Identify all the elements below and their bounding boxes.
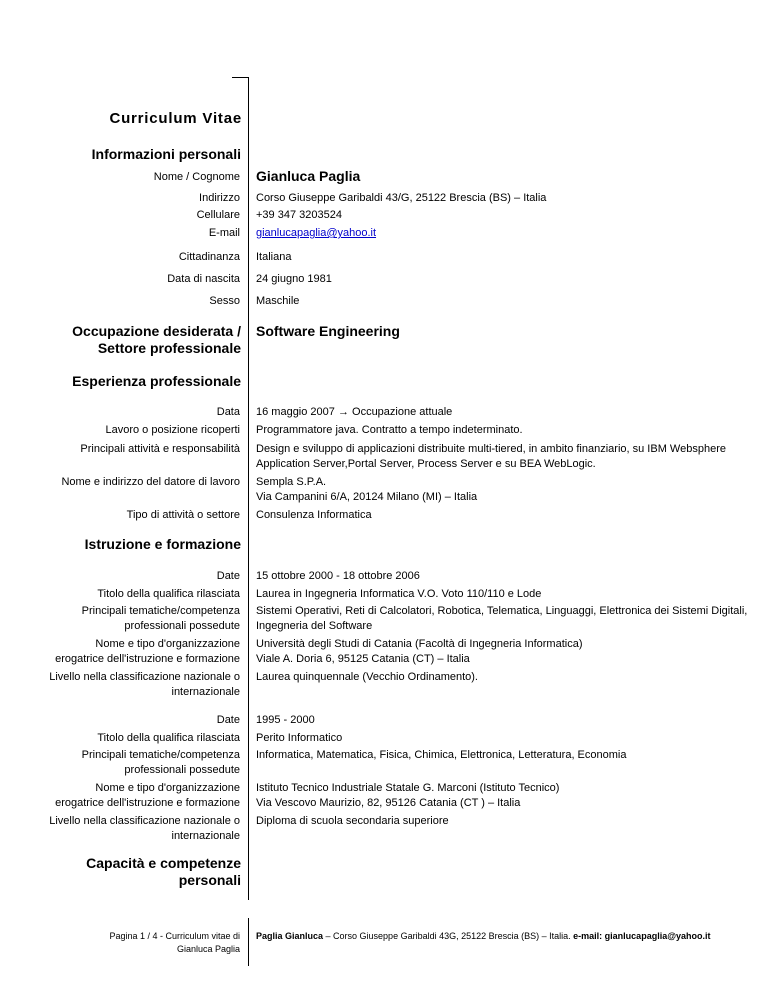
edu2-topics-label-line2: professionali possedute (124, 764, 240, 776)
edu1-topics-line2: Ingegneria del Software (256, 620, 373, 632)
address-label: Indirizzo (199, 192, 240, 204)
edu1-qual-value: Laurea in Ingegneria Informatica V.O. Voto 110/110 e Lode (256, 588, 542, 600)
vertical-divider (248, 77, 249, 900)
address-value: Corso Giuseppe Garibaldi 43/G, 25122 Brescia (BS) – Italia (256, 192, 547, 204)
edu1-level-label-line1: Livello nella classificazione nazionale o (49, 671, 240, 683)
footer-name: Paglia Gianluca (256, 931, 324, 941)
header-tick-line (232, 77, 248, 78)
skills-heading-line1: Capacità e competenze (86, 855, 241, 871)
citizenship-label: Cittadinanza (178, 251, 240, 263)
occupation-value: Software Engineering (256, 323, 400, 339)
edu2-topics-label-line1: Principali tematiche/competenza (81, 749, 240, 761)
edu2-level-value: Diploma di scuola secondaria superiore (256, 815, 449, 827)
edu2-org-label-line2: erogatrice dell'istruzione e formazione (55, 797, 240, 809)
edu1-qual-label: Titolo della qualifica rilasciata (97, 588, 240, 600)
exp-activities-line1: Design e sviluppo di applicazioni distribuite multi-tiered, in ambito finanziario, su IBM Websphere (256, 443, 726, 455)
exp-employer-label: Nome e indirizzo del datore di lavoro (61, 476, 240, 488)
personal-info-heading: Informazioni personali (91, 146, 241, 162)
exp-position-value: Programmatore java. Contratto a tempo indeterminato. (256, 424, 523, 436)
footer-email: e-mail: gianlucapaglia@yahoo.it (573, 931, 711, 941)
occupation-heading-line2: Settore professionale (97, 340, 241, 356)
exp-sector-label: Tipo di attività o settore (126, 509, 240, 521)
exp-activities-label: Principali attività e responsabilità (80, 443, 240, 455)
edu2-org-label-line1: Nome e tipo d'organizzazione (95, 782, 240, 794)
full-name: Gianluca Paglia (256, 168, 361, 184)
exp-position-label: Lavoro o posizione ricoperti (105, 424, 240, 436)
birth-value: 24 giugno 1981 (256, 273, 332, 285)
mobile-label: Cellulare (196, 209, 240, 221)
edu2-org-line1: Istituto Tecnico Industriale Statale G. Marconi (Istituto Tecnico) (256, 782, 560, 794)
footer-address: – Corso Giuseppe Garibaldi 43G, 25122 Brescia (BS) – Italia. (323, 931, 574, 941)
exp-activities-line2: Application Server,Portal Server, Process Server e su BEA WebLogic. (256, 458, 596, 470)
footer-left-line1: Pagina 1 / 4 - Curriculum vitae di (109, 931, 240, 941)
edu1-date-label: Date (216, 570, 240, 582)
email-link[interactable]: gianlucapaglia@yahoo.it (256, 227, 377, 239)
email-label: E-mail (208, 227, 240, 239)
sex-value: Maschile (256, 295, 300, 307)
edu1-org-line1: Università degli Studi di Catania (Facoltà di Ingegneria Informatica) (256, 638, 583, 650)
skills-heading-line2: personali (178, 872, 241, 888)
page-title: Curriculum Vitae (109, 110, 242, 127)
edu2-qual-value: Perito Informatico (256, 732, 343, 744)
edu2-org-line2: Via Vescovo Maurizio, 82, 95126 Catania (CT ) – Italia (256, 797, 521, 809)
edu1-topics-line1: Sistemi Operativi, Reti di Calcolatori, Robotica, Telematica, Linguaggi, Elettronica dei Sistemi Digitali, (256, 605, 748, 617)
edu2-topics-value: Informatica, Matematica, Fisica, Chimica, Elettronica, Letteratura, Economia (256, 749, 627, 761)
edu2-level-label-line2: internazionale (171, 830, 240, 842)
sex-label: Sesso (209, 295, 240, 307)
edu1-level-value: Laurea quinquennale (Vecchio Ordinamento). (256, 671, 478, 683)
edu1-date-value: 15 ottobre 2000 - 18 ottobre 2006 (256, 570, 420, 582)
exp-sector-value: Consulenza Informatica (256, 509, 372, 521)
exp-employer-line1: Sempla S.P.A. (256, 476, 327, 488)
edu2-level-label-line1: Livello nella classificazione nazionale o (49, 815, 240, 827)
education-heading: Istruzione e formazione (84, 536, 241, 552)
name-label: Nome / Cognome (153, 171, 240, 183)
mobile-value: +39 347 3203524 (256, 209, 342, 221)
footer-contact (256, 930, 710, 943)
edu1-org-label-line1: Nome e tipo d'organizzazione (95, 638, 240, 650)
edu2-date-value: 1995 - 2000 (256, 714, 315, 726)
edu1-topics-label-line2: professionali possedute (124, 620, 240, 632)
edu1-org-line2: Viale A. Doria 6, 95125 Catania (CT) – Italia (256, 653, 470, 665)
edu1-org-label-line2: erogatrice dell'istruzione e formazione (55, 653, 240, 665)
experience-heading: Esperienza professionale (72, 373, 241, 389)
footer-page-info (109, 930, 240, 956)
exp-employer-line2: Via Campanini 6/A, 20124 Milano (MI) – Italia (256, 491, 478, 503)
edu2-qual-label: Titolo della qualifica rilasciata (97, 732, 240, 744)
occupation-heading-line1: Occupazione desiderata / (72, 323, 241, 339)
edu1-level-label-line2: internazionale (171, 686, 240, 698)
exp-date-value: 16 maggio 2007 → Occupazione attuale (256, 406, 453, 418)
edu1-topics-label-line1: Principali tematiche/competenza (81, 605, 240, 617)
footer-divider (248, 918, 249, 966)
exp-date-label: Data (216, 406, 240, 418)
birth-label: Data di nascita (167, 273, 240, 285)
edu2-date-label: Date (216, 714, 240, 726)
citizenship-value: Italiana (256, 251, 292, 263)
footer-left-line2: Gianluca Paglia (176, 944, 240, 954)
